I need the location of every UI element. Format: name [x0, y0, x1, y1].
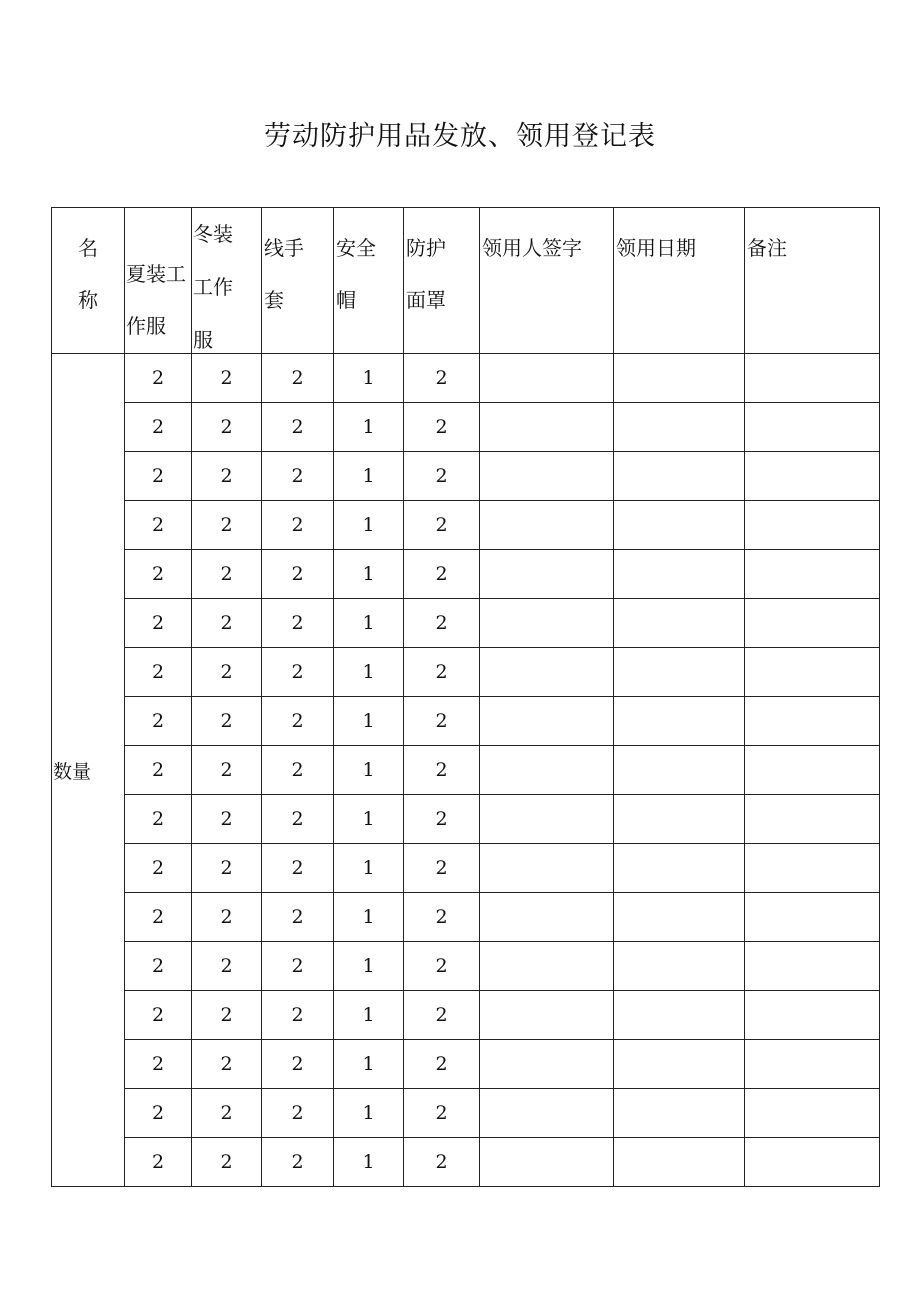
quantity-cell: 2 [404, 893, 480, 942]
header-receive-date-label: 领用日期 [616, 236, 696, 260]
signature-cell[interactable] [480, 599, 614, 648]
quantity-cell: 1 [334, 1040, 404, 1089]
quantity-cell: 2 [404, 599, 480, 648]
quantity-cell: 2 [125, 991, 192, 1040]
header-safety-helmet [334, 208, 404, 354]
quantity-cell: 2 [125, 501, 192, 550]
date-cell[interactable] [614, 844, 745, 893]
quantity-cell: 2 [192, 550, 262, 599]
quantity-cell: 2 [404, 550, 480, 599]
header-cotton-gloves [262, 208, 334, 354]
quantity-cell: 2 [125, 648, 192, 697]
table-row [52, 697, 880, 746]
quantity-cell: 2 [192, 648, 262, 697]
remarks-cell[interactable] [745, 550, 880, 599]
header-recipient-signature-label: 领用人签字 [482, 236, 582, 260]
header-winter-uniform-line: 服 [193, 328, 213, 352]
date-cell[interactable] [614, 893, 745, 942]
quantity-cell: 2 [404, 746, 480, 795]
header-cotton-gloves-line: 套 [264, 288, 284, 312]
header-summer-uniform-line: 作服 [126, 314, 166, 338]
header-name-line: 名 [78, 236, 98, 260]
table-row [52, 844, 880, 893]
signature-cell[interactable] [480, 1040, 614, 1089]
quantity-cell: 2 [404, 501, 480, 550]
remarks-cell[interactable] [745, 1089, 880, 1138]
quantity-cell: 1 [334, 501, 404, 550]
table-body [52, 208, 880, 1187]
quantity-cell: 2 [262, 746, 334, 795]
quantity-cell: 2 [404, 452, 480, 501]
quantity-cell: 2 [192, 403, 262, 452]
quantity-cell: 1 [334, 648, 404, 697]
table-row [52, 893, 880, 942]
quantity-cell: 2 [404, 795, 480, 844]
quantity-cell: 2 [262, 893, 334, 942]
signature-cell[interactable] [480, 501, 614, 550]
remarks-cell[interactable] [745, 403, 880, 452]
signature-cell[interactable] [480, 795, 614, 844]
quantity-cell: 2 [404, 844, 480, 893]
date-cell[interactable] [614, 1089, 745, 1138]
header-safety-helmet-line: 帽 [336, 288, 356, 312]
quantity-cell: 2 [192, 795, 262, 844]
quantity-cell: 2 [125, 697, 192, 746]
quantity-cell: 2 [192, 844, 262, 893]
signature-cell[interactable] [480, 746, 614, 795]
quantity-cell: 2 [404, 1040, 480, 1089]
header-name [52, 208, 125, 354]
quantity-cell: 2 [404, 991, 480, 1040]
header-summer-uniform [125, 208, 192, 354]
quantity-cell: 1 [334, 991, 404, 1040]
quantity-cell: 2 [125, 1089, 192, 1138]
quantity-cell: 2 [192, 1040, 262, 1089]
quantity-cell: 1 [334, 942, 404, 991]
page-title: 劳动防护用品发放、领用登记表 [264, 121, 656, 152]
quantity-cell: 2 [125, 795, 192, 844]
date-cell[interactable] [614, 599, 745, 648]
header-face-mask-line: 防护 [406, 236, 446, 260]
table-row [52, 1040, 880, 1089]
quantity-cell: 1 [334, 550, 404, 599]
header-summer-uniform-line: 夏装工 [126, 262, 186, 286]
date-cell[interactable] [614, 403, 745, 452]
date-cell[interactable] [614, 795, 745, 844]
table-row [52, 942, 880, 991]
remarks-cell[interactable] [745, 1040, 880, 1089]
quantity-cell: 2 [125, 942, 192, 991]
remarks-cell[interactable] [745, 746, 880, 795]
quantity-cell: 2 [192, 1089, 262, 1138]
table-row [52, 550, 880, 599]
remarks-cell[interactable] [745, 599, 880, 648]
quantity-cell: 2 [404, 354, 480, 403]
remarks-cell[interactable] [745, 648, 880, 697]
remarks-cell[interactable] [745, 1138, 880, 1187]
header-recipient-signature [480, 208, 614, 354]
table-row [52, 1138, 880, 1187]
quantity-cell: 2 [262, 1040, 334, 1089]
quantity-cell: 2 [404, 648, 480, 697]
table-row [52, 746, 880, 795]
header-remarks-label: 备注 [747, 236, 787, 260]
quantity-cell: 2 [262, 648, 334, 697]
date-cell[interactable] [614, 1138, 745, 1187]
quantity-cell: 2 [125, 403, 192, 452]
quantity-cell: 1 [334, 1138, 404, 1187]
quantity-cell: 1 [334, 746, 404, 795]
quantity-cell: 2 [262, 1089, 334, 1138]
quantity-cell: 2 [125, 452, 192, 501]
date-cell[interactable] [614, 1040, 745, 1089]
signature-cell[interactable] [480, 403, 614, 452]
quantity-cell: 1 [334, 844, 404, 893]
quantity-cell: 1 [334, 354, 404, 403]
signature-cell[interactable] [480, 991, 614, 1040]
quantity-cell: 2 [125, 893, 192, 942]
remarks-cell[interactable] [745, 893, 880, 942]
header-row [52, 208, 880, 354]
quantity-cell: 2 [262, 354, 334, 403]
quantity-cell: 1 [334, 697, 404, 746]
remarks-cell[interactable] [745, 354, 880, 403]
quantity-cell: 2 [125, 1040, 192, 1089]
quantity-cell: 2 [262, 942, 334, 991]
quantity-label: 数量 [52, 354, 125, 1187]
signature-cell[interactable] [480, 844, 614, 893]
table-row [52, 599, 880, 648]
signature-cell[interactable] [480, 893, 614, 942]
quantity-cell: 2 [262, 599, 334, 648]
signature-cell[interactable] [480, 942, 614, 991]
header-face-mask-line: 面罩 [406, 288, 446, 312]
remarks-cell[interactable] [745, 844, 880, 893]
quantity-cell: 2 [192, 893, 262, 942]
quantity-cell: 1 [334, 893, 404, 942]
quantity-cell: 2 [404, 1138, 480, 1187]
table-row [52, 501, 880, 550]
quantity-cell: 2 [262, 550, 334, 599]
quantity-cell: 2 [125, 746, 192, 795]
date-cell[interactable] [614, 354, 745, 403]
quantity-cell: 2 [262, 1138, 334, 1187]
header-remarks [745, 208, 880, 354]
header-safety-helmet-line: 安全 [336, 236, 376, 260]
quantity-cell: 2 [125, 599, 192, 648]
quantity-cell: 2 [192, 501, 262, 550]
table-row [52, 403, 880, 452]
date-cell[interactable] [614, 501, 745, 550]
table-row [52, 991, 880, 1040]
quantity-cell: 2 [192, 1138, 262, 1187]
quantity-cell: 2 [404, 403, 480, 452]
remarks-cell[interactable] [745, 991, 880, 1040]
remarks-cell[interactable] [745, 795, 880, 844]
quantity-cell: 2 [125, 1138, 192, 1187]
quantity-cell: 2 [262, 795, 334, 844]
signature-cell[interactable] [480, 648, 614, 697]
quantity-cell: 2 [262, 844, 334, 893]
date-cell[interactable] [614, 697, 745, 746]
quantity-cell: 2 [404, 1089, 480, 1138]
signature-cell[interactable] [480, 550, 614, 599]
remarks-cell[interactable] [745, 452, 880, 501]
quantity-cell: 2 [125, 844, 192, 893]
table-row [52, 354, 880, 403]
date-cell[interactable] [614, 991, 745, 1040]
header-cotton-gloves-line: 线手 [264, 236, 304, 260]
header-winter-uniform-line: 冬装 [193, 222, 233, 246]
quantity-cell: 2 [262, 501, 334, 550]
quantity-cell: 2 [125, 354, 192, 403]
remarks-cell[interactable] [745, 501, 880, 550]
table-row [52, 1089, 880, 1138]
quantity-cell: 2 [192, 452, 262, 501]
quantity-cell: 2 [192, 697, 262, 746]
date-cell[interactable] [614, 648, 745, 697]
signature-cell[interactable] [480, 1089, 614, 1138]
quantity-cell: 1 [334, 452, 404, 501]
remarks-cell[interactable] [745, 942, 880, 991]
quantity-cell: 2 [125, 550, 192, 599]
remarks-cell[interactable] [745, 697, 880, 746]
date-cell[interactable] [614, 550, 745, 599]
register-table [51, 207, 880, 1187]
signature-cell[interactable] [480, 1138, 614, 1187]
quantity-cell: 1 [334, 599, 404, 648]
quantity-cell: 2 [404, 942, 480, 991]
signature-cell[interactable] [480, 354, 614, 403]
quantity-cell: 2 [404, 697, 480, 746]
quantity-cell: 1 [334, 795, 404, 844]
quantity-cell: 2 [262, 697, 334, 746]
quantity-cell: 2 [192, 599, 262, 648]
quantity-cell: 2 [262, 991, 334, 1040]
header-face-mask [404, 208, 480, 354]
table-row [52, 795, 880, 844]
table-row [52, 452, 880, 501]
quantity-cell: 2 [192, 746, 262, 795]
quantity-cell: 2 [192, 942, 262, 991]
table-row [52, 648, 880, 697]
signature-cell[interactable] [480, 697, 614, 746]
quantity-cell: 2 [192, 354, 262, 403]
header-receive-date [614, 208, 745, 354]
quantity-cell: 1 [334, 403, 404, 452]
quantity-cell: 2 [192, 991, 262, 1040]
date-cell[interactable] [614, 452, 745, 501]
header-winter-uniform [192, 208, 262, 354]
header-name-line: 称 [78, 288, 98, 312]
date-cell[interactable] [614, 942, 745, 991]
quantity-cell: 1 [334, 1089, 404, 1138]
signature-cell[interactable] [480, 452, 614, 501]
quantity-cell: 2 [262, 403, 334, 452]
date-cell[interactable] [614, 746, 745, 795]
quantity-cell: 2 [262, 452, 334, 501]
header-winter-uniform-line: 工作 [193, 275, 233, 299]
